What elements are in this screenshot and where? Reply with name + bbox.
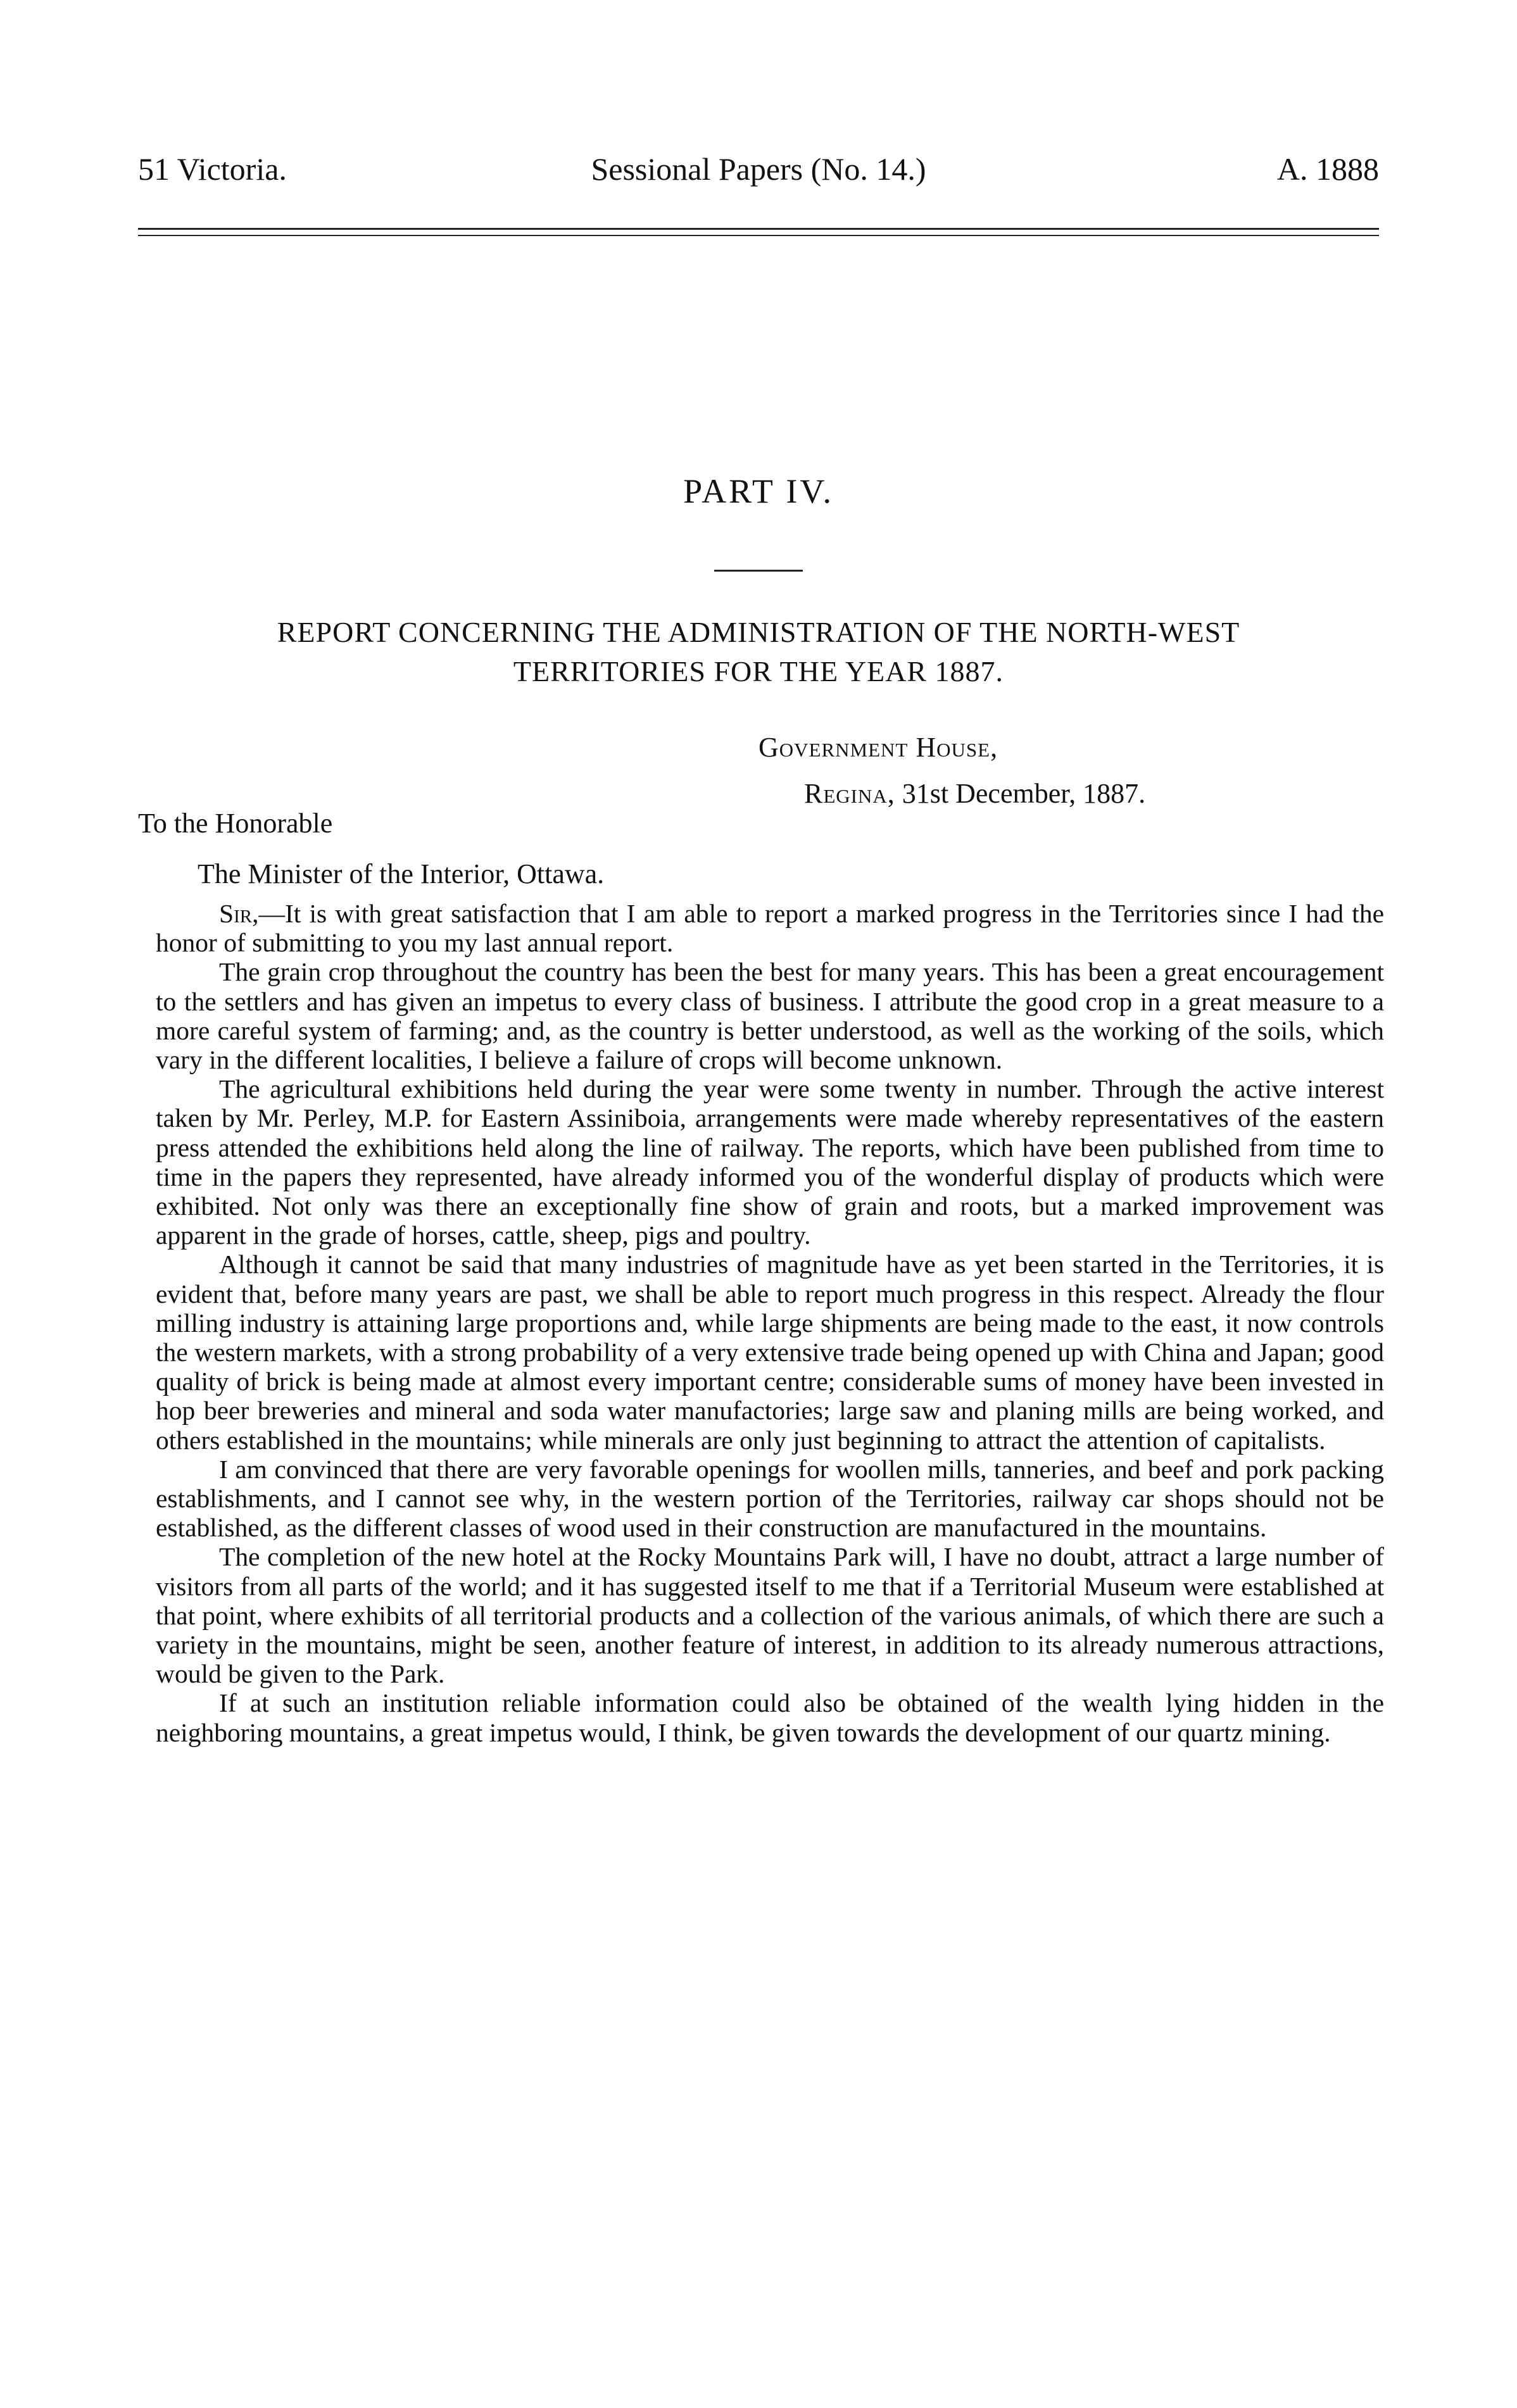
dateline <box>804 777 1145 810</box>
paragraph-4: Although it cannot be said that many industries of magnitude have as yet been started in the Territories, it is evident that, before many years are past, we shall be able to report much progress in this respect. Already the flour milling industry is attaining large proportions and, while large shipments are being made to the east, it now controls the western markets, with a strong probability of a very extensive trade being opened up with China and Japan; good quality of brick is being made at almost every important centre; considerable sums of money have been invested in hop beer breweries and mineral and soda water manufactories; large saw and planing mills are being worked, and others established in the mountains; while minerals are only just beginning to attract the attention of capitalists. <box>156 1250 1384 1455</box>
paragraph-2: The grain crop throughout the country has been the best for many years. This has been a great encouragement to the settlers and has given an impetus to every class of business. I attribute the good crop in a great measure to a more careful system of farming; and, as the country is better understood, as well as the working of the soils, which vary in the different localities, I believe a failure of crops will become unknown. <box>156 957 1384 1075</box>
header-volume: 51 Victoria. <box>138 151 287 187</box>
addressee-line-2: The Minister of the Interior, Ottawa. <box>198 858 605 889</box>
report-title-line-2: TERRITORIES FOR THE YEAR 1887. <box>513 655 1004 687</box>
addressee-line-1: To the Honorable <box>138 808 333 839</box>
paragraph-1-text: —It is with great satisfaction that I am able to report a marked progress in the Territories since I had the honor of submitting to you my last annual report. <box>156 899 1384 958</box>
paragraph-6: The completion of the new hotel at the Rocky Mountains Park will, I have no doubt, attract a large number of visitors from all parts of the world; and it has suggested itself to me that if a Territorial Museum were established at that point, where exhibits of all territorial products and a collection of the various animals, of which there are such a variety in the mountains, might be seen, another feature of interest, in addition to its already numerous attractions, would be given to the Park. <box>156 1542 1384 1689</box>
report-title <box>138 613 1379 691</box>
dateline-date: 31st December, 1887. <box>902 778 1146 809</box>
paragraph-7: If at such an institution reliable information could also be obtained of the wealth lying hidden in the neighboring mountains, a great impetus would, I think, be given towards the development of our quartz mining. <box>156 1688 1384 1747</box>
paragraph-1 <box>156 899 1384 957</box>
header-sessional-papers: Sessional Papers (No. 14.) <box>591 151 926 187</box>
running-header <box>138 151 1379 195</box>
paragraph-5: I am convinced that there are very favorable openings for woollen mills, tanneries, and beef and pork packing establishments, and I cannot see why, in the western portion of the Territories, railway car shops should not be established, as the different classes of wood used in their construction are manufactured in the mountains. <box>156 1454 1384 1543</box>
salutation: Sir, <box>219 899 259 928</box>
report-title-line-1: REPORT CONCERNING THE ADMINISTRATION OF THE NORTH-WEST <box>277 616 1240 648</box>
header-double-rule <box>138 228 1379 236</box>
dateline-city: Regina, <box>804 778 895 809</box>
part-title: PART IV. <box>683 472 834 510</box>
header-year: A. 1888 <box>1276 151 1379 187</box>
title-dash-rule <box>714 570 803 572</box>
paragraph-3: The agricultural exhibitions held during the year were some twenty in number. Through the active interest taken by Mr. Perley, M.P. for Eastern Assiniboia, arrangements were made whereby representatives of the eastern press attended the exhibitions held along the line of railway. The reports, which have been published from time to time in the papers they represented, have already informed you of the wonderful display of products which were exhibited. Not only was there an exceptionally fine show of grain and roots, but a marked improvement was apparent in the grade of horses, cattle, sheep, pigs and poultry. <box>156 1074 1384 1250</box>
dateline-place: Government House, <box>758 732 998 763</box>
letter-body <box>156 899 1384 1747</box>
